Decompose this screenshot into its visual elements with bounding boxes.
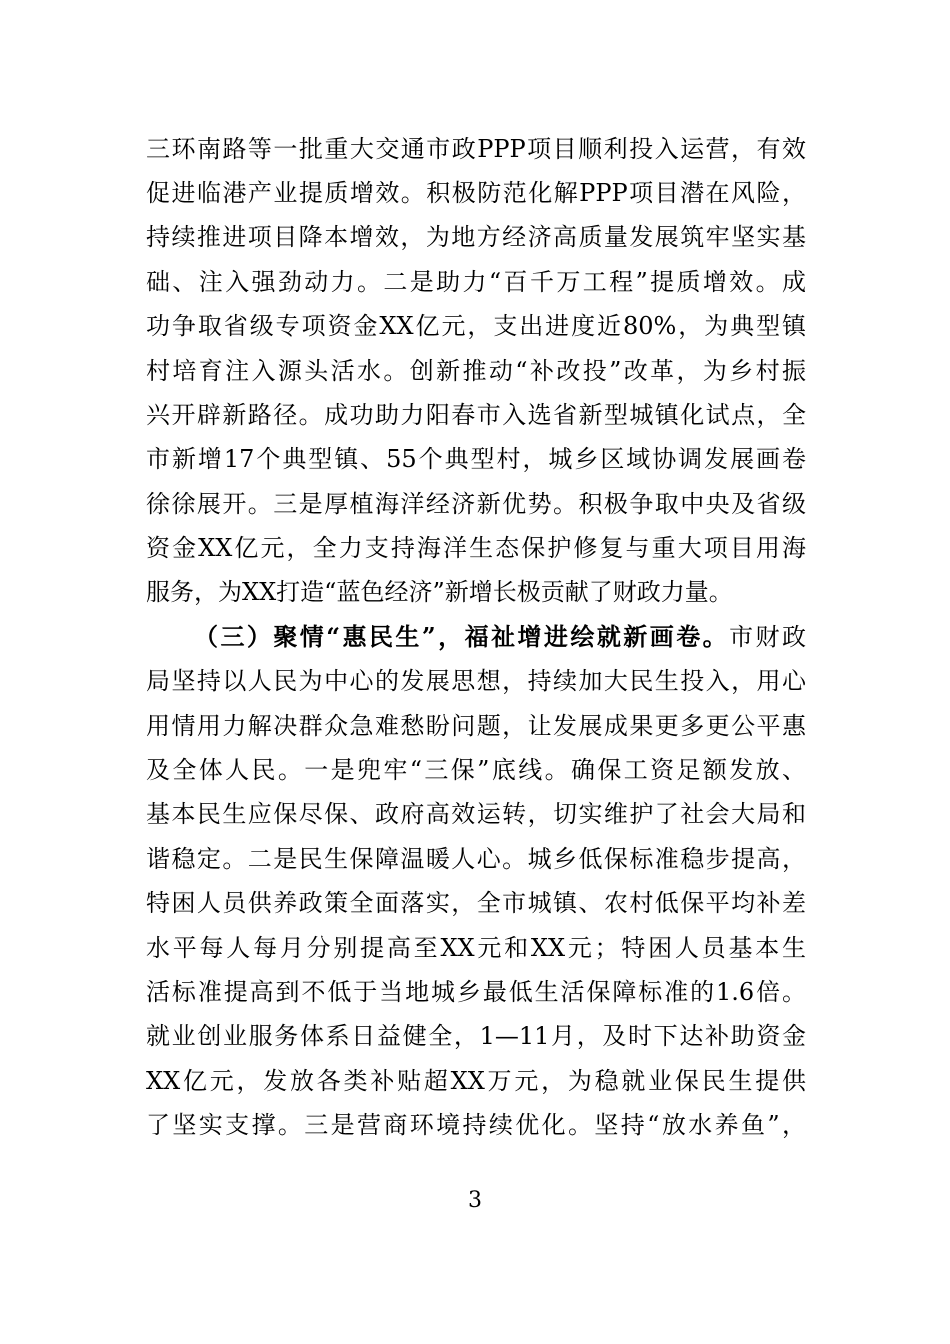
- paragraph-line: 谐稳定。二是民生保障温暖人心。城乡低保标准稳步提高，: [146, 845, 806, 873]
- section-heading: （三）聚情“惠民生”，福祉增进绘就新画卷。: [194, 622, 730, 651]
- paragraph-line: 特困人员供养政策全面落实，全市城镇、农村低保平均补差: [146, 889, 806, 917]
- page-number: 3: [468, 1188, 482, 1213]
- paragraph-line: 村培育注入源头活水。创新推动“补改投”改革，为乡村振: [146, 357, 806, 385]
- paragraph-line: 基本民生应保尽保、政府高效运转，切实维护了社会大局和: [146, 800, 806, 828]
- paragraph-line: 及全体人民。一是兜牢“三保”底线。确保工资足额发放、: [146, 756, 806, 784]
- paragraph-line: 兴开辟新路径。成功助力阳春市入选省新型城镇化试点，全: [146, 401, 806, 429]
- paragraph-line: 用情用力解决群众急难愁盼问题，让发展成果更多更公平惠: [146, 712, 806, 740]
- paragraph-line: 徐徐展开。三是厚植海洋经济新优势。积极争取中央及省级: [146, 490, 806, 518]
- paragraph-line: 活标准提高到不低于当地城乡最低生活保障标准的1.6倍。: [146, 978, 806, 1006]
- section-heading-line: [194, 615, 806, 659]
- paragraph-line: 市新增17个典型镇、55个典型村，城乡区域协调发展画卷: [146, 445, 806, 473]
- paragraph-line: 就业创业服务体系日益健全，1—11月，及时下达补助资金: [146, 1022, 806, 1050]
- section-heading-tail: 市财政: [729, 623, 807, 651]
- paragraph-line: 础、注入强劲动力。二是助力“百千万工程”提质增效。成: [146, 268, 806, 296]
- paragraph-line: 三环南路等一批重大交通市政PPP项目顺利投入运营，有效: [146, 135, 806, 163]
- paragraph-line: 了坚实支撑。三是营商环境持续优化。坚持“放水养鱼”，: [146, 1111, 806, 1139]
- paragraph-line: 促进临港产业提质增效。积极防范化解PPP项目潜在风险，: [146, 179, 806, 207]
- paragraph-line: 局坚持以人民为中心的发展思想，持续加大民生投入，用心: [146, 667, 806, 695]
- paragraph-line: 功争取省级专项资金XX亿元，支出进度近80%，为典型镇: [146, 312, 806, 340]
- paragraph-line: 资金XX亿元，全力支持海洋生态保护修复与重大项目用海: [146, 534, 806, 562]
- paragraph-line: 服务，为XX打造“蓝色经济”新增长极贡献了财政力量。: [146, 578, 733, 606]
- paragraph-line: 水平每人每月分别提高至XX元和XX元；特困人员基本生: [146, 934, 806, 962]
- paragraph-line: XX亿元，发放各类补贴超XX万元，为稳就业保民生提供: [146, 1067, 806, 1095]
- paragraph-line: 持续推进项目降本增效，为地方经济高质量发展筑牢坚实基: [146, 223, 806, 251]
